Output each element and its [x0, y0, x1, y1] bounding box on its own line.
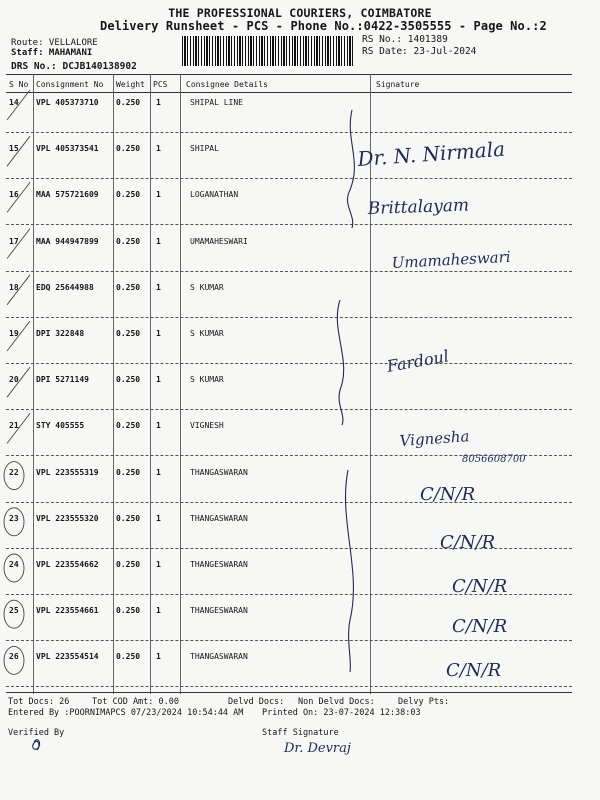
table-header-rule	[6, 92, 572, 93]
column-divider	[33, 74, 34, 694]
signature-row-26: C/N/R	[446, 660, 502, 681]
row-sno: 14	[9, 98, 19, 107]
row-separator	[6, 132, 572, 133]
row-sno: 21	[9, 421, 19, 431]
signature-row-15: Dr. N. Nirmala	[356, 136, 506, 171]
table-top-rule	[6, 74, 572, 75]
row-consignee: SHIPAL LINE	[190, 98, 243, 107]
row-consignment-no: VPL 223554662	[36, 560, 99, 569]
signature-row-23: C/N/R	[440, 532, 496, 553]
row-consignment-no: EDQ 25644988	[36, 282, 94, 292]
signature-row-21: Vignesha	[399, 427, 470, 450]
row-consignment-no: DPI 322848	[36, 329, 85, 338]
header-signature: Signature	[376, 80, 420, 89]
row-separator	[6, 271, 572, 272]
row-weight: 0.250	[116, 652, 141, 662]
row-weight: 0.250	[116, 190, 141, 200]
runsheet-subtitle: Delivery Runsheet - PCS - Phone No.:0422-3505555 - Page No.:2	[100, 19, 547, 33]
row-consignee: S KUMAR	[190, 282, 224, 292]
row-weight: 0.250	[116, 606, 141, 616]
row-consignee: S KUMAR	[190, 375, 224, 385]
row-consignment-no: VPL 223554661	[36, 606, 99, 616]
signature-row-25: C/N/R	[452, 616, 508, 637]
row-sno: 16	[9, 190, 19, 200]
row-separator	[6, 686, 572, 687]
non-delivered-docs: Non Delvd Docs:	[298, 697, 375, 707]
total-cod-amount: Tot COD Amt: 0.00	[92, 697, 179, 707]
row-pcs: 1	[156, 144, 161, 154]
verified-by-scribble	[33, 740, 40, 750]
rs-number: RS No.: 1401389	[362, 34, 448, 45]
row-pcs: 1	[156, 652, 161, 662]
row-weight: 0.250	[116, 421, 141, 431]
company-title: THE PROFESSIONAL COURIERS, COIMBATORE	[168, 6, 432, 20]
row-weight: 0.250	[116, 236, 141, 246]
row-consignee: THANGESWARAN	[190, 606, 248, 616]
barcode	[182, 36, 354, 66]
header-consignee: Consignee Details	[186, 80, 268, 89]
verified-by-label: Verified By	[8, 728, 65, 738]
row-weight: 0.250	[116, 467, 141, 477]
row-sno: 19	[9, 329, 19, 338]
row-consignee: THANGASWARAN	[190, 513, 248, 523]
column-divider	[180, 74, 181, 694]
row-consignee: LOGANATHAN	[190, 190, 239, 200]
header-pcs: PCS	[153, 80, 168, 89]
delivery-points: Delvy Pts:	[398, 697, 450, 707]
total-docs: Tot Docs: 26	[8, 697, 70, 707]
row-pcs: 1	[156, 560, 161, 569]
staff-label: Staff: MAHAMANI	[11, 48, 93, 58]
row-consignee: S KUMAR	[190, 329, 224, 338]
row-sno: 23	[9, 513, 19, 523]
row-sno: 24	[9, 560, 19, 569]
column-divider	[150, 74, 151, 694]
row-weight: 0.250	[116, 144, 141, 154]
signature-row-19: Fardoul	[385, 346, 451, 376]
row-sno: 17	[9, 236, 19, 246]
footer-rule	[6, 692, 572, 693]
header-sno: S No	[9, 80, 29, 89]
row-consignment-no: VPL 223555320	[36, 513, 99, 523]
row-separator	[6, 224, 572, 225]
signature-row-24: C/N/R	[452, 576, 508, 597]
signature-row-21-phone: 8056608700	[462, 454, 526, 465]
row-weight: 0.250	[116, 329, 141, 338]
row-separator	[6, 178, 572, 179]
row-sno: 15	[9, 144, 19, 154]
signature-row-22: C/N/R	[420, 484, 476, 505]
row-consignee: THANGESWARAN	[190, 560, 248, 569]
row-consignment-no: VPL 405373541	[36, 144, 99, 154]
header-weight: Weight	[116, 80, 145, 89]
row-consignee: VIGNESH	[190, 421, 224, 431]
row-pcs: 1	[156, 236, 161, 246]
row-weight: 0.250	[116, 375, 141, 385]
row-consignment-no: MAA 575721609	[36, 190, 99, 200]
row-pcs: 1	[156, 421, 161, 431]
row-consignment-no: VPL 405373710	[36, 98, 99, 107]
drs-number: DRS No.: DCJB140138902	[11, 61, 137, 72]
row-consignee: THANGASWARAN	[190, 467, 248, 477]
row-consignment-no: STY 405555	[36, 421, 85, 431]
row-separator	[6, 317, 572, 318]
row-separator	[6, 455, 572, 456]
row-sno: 18	[9, 282, 19, 292]
row-weight: 0.250	[116, 98, 141, 107]
staff-signature-label: Staff Signature	[262, 728, 339, 738]
row-sno: 26	[9, 652, 19, 662]
row-sno: 20	[9, 375, 19, 385]
row-pcs: 1	[156, 606, 161, 616]
row-consignment-no: DPI 5271149	[36, 375, 89, 385]
route-label: Route: VELLALORE	[11, 38, 98, 48]
row-pcs: 1	[156, 190, 161, 200]
row-consignment-no: MAA 944947899	[36, 236, 99, 246]
row-pcs: 1	[156, 329, 161, 338]
row-weight: 0.250	[116, 560, 141, 569]
row-pcs: 1	[156, 375, 161, 385]
delivered-docs: Delvd Docs:	[228, 697, 285, 707]
bracket-stroke	[345, 470, 353, 672]
row-separator	[6, 502, 572, 503]
row-consignee: THANGASWARAN	[190, 652, 248, 662]
row-consignee: SHIPAL	[190, 144, 219, 154]
row-pcs: 1	[156, 467, 161, 477]
printed-on: Printed On: 23-07-2024 12:38:03	[262, 708, 421, 718]
row-separator	[6, 640, 572, 641]
header-consignment: Consignment No	[36, 80, 104, 89]
row-separator	[6, 409, 572, 410]
row-separator	[6, 363, 572, 364]
row-separator	[6, 594, 572, 595]
signature-row-16: Brittalayam	[367, 195, 470, 219]
entered-by: Entered By :POORNIMAPCS 07/23/2024 10:54:44 AM	[8, 708, 244, 718]
row-pcs: 1	[156, 98, 161, 107]
column-divider	[370, 74, 371, 694]
row-consignment-no: VPL 223555319	[36, 467, 99, 477]
bracket-stroke	[347, 110, 354, 228]
row-sno: 25	[9, 606, 19, 616]
staff-signature: Dr. Devraj	[284, 741, 351, 756]
row-pcs: 1	[156, 282, 161, 292]
signature-row-17: Umamaheswari	[391, 247, 512, 272]
row-separator	[6, 548, 572, 549]
column-divider	[113, 74, 114, 694]
row-sno: 22	[9, 467, 19, 477]
row-pcs: 1	[156, 513, 161, 523]
row-consignee: UMAMAHESWARI	[190, 236, 248, 246]
row-weight: 0.250	[116, 513, 141, 523]
row-consignment-no: VPL 223554514	[36, 652, 99, 662]
row-weight: 0.250	[116, 282, 141, 292]
rs-date: RS Date: 23-Jul-2024	[362, 46, 477, 57]
